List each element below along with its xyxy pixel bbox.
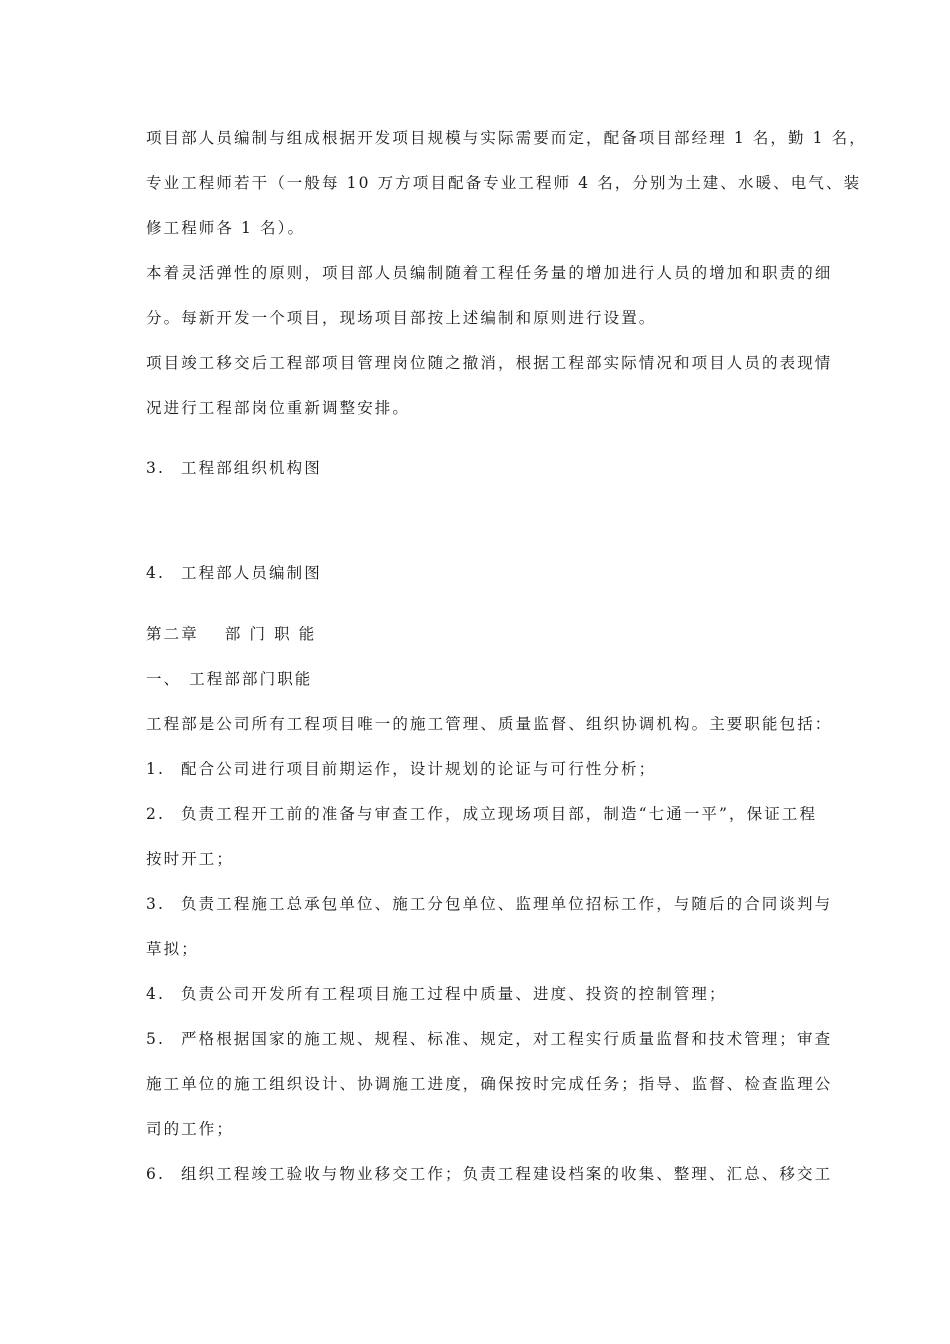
duty-number: 1. (146, 760, 165, 778)
duty-number: 3. (146, 895, 165, 913)
duty-text: 严格根据国家的施工规、规程、标准、规定，对工程实行质量监督和技术管理；审查 (181, 1030, 833, 1048)
duty-item-5-continuation-1: 施工单位的施工组织设计、协调施工进度，确保按时完成任务；指导、监督、检查监理公 (146, 1075, 833, 1093)
duty-item-5-continuation-2: 司的工作； (146, 1120, 235, 1138)
duty-item-2-continuation: 按时开工； (146, 850, 235, 868)
chapter-heading (146, 624, 316, 644)
paragraph-staffing-line-3: 修工程师各 1 名）。 (146, 219, 306, 237)
duty-text: 负责工程施工总承包单位、施工分包单位、监理单位招标工作，与随后的合同谈判与 (181, 895, 833, 913)
paragraph-staffing-line-2: 专业工程师若干（一般每 10 万方项目配备专业工程师 4 名，分别为土建、水暖、电气、装 (146, 174, 862, 192)
paragraph-flexibility-line-1: 本着灵活弹性的原则，项目部人员编制随着工程任务量的增加进行人员的增加和职责的细 (146, 264, 833, 282)
heading-staffing-chart (146, 563, 322, 583)
duty-item-5 (146, 1029, 832, 1049)
heading-org-chart (146, 458, 322, 478)
duty-item-2 (146, 804, 817, 824)
heading-org-chart-number: 3. (146, 459, 165, 477)
duty-number: 4. (146, 985, 165, 1003)
paragraph-completion-line-2: 况进行工程部岗位重新调整安排。 (146, 399, 411, 417)
duty-item-6 (146, 1164, 832, 1184)
chapter-title: 部 门 职 能 (224, 625, 317, 643)
duty-item-3 (146, 894, 832, 914)
duty-number: 6. (146, 1165, 165, 1183)
chapter-number: 第二章 (146, 625, 199, 643)
section-title: 工程部部门职能 (189, 670, 313, 688)
paragraph-completion-line-1: 项目竣工移交后工程部项目管理岗位随之撤消，根据工程部实际情况和项目人员的表现情 (146, 354, 833, 372)
duty-item-3-continuation: 草拟； (146, 940, 199, 958)
heading-staffing-chart-text: 工程部人员编制图 (181, 564, 322, 582)
duty-text: 组织工程竣工验收与物业移交工作；负责工程建设档案的收集、整理、汇总、移交工 (181, 1165, 833, 1183)
duty-number: 2. (146, 805, 165, 823)
heading-staffing-chart-number: 4. (146, 564, 165, 582)
duty-text: 负责公司开发所有工程项目施工过程中质量、进度、投资的控制管理； (181, 985, 727, 1003)
duty-item-1 (146, 759, 656, 779)
duties-intro: 工程部是公司所有工程项目唯一的施工管理、质量监督、组织协调机构。主要职能包括： (146, 715, 833, 733)
paragraph-staffing-line-1: 项目部人员编制与组成根据开发项目规模与实际需要而定，配备项目部经理 1 名，勤 1 名， (146, 129, 867, 147)
section-number: 一、 (146, 670, 182, 688)
paragraph-flexibility-line-2: 分。每新开发一个项目，现场项目部按上述编制和原则进行设置。 (146, 309, 657, 327)
duty-number: 5. (146, 1030, 165, 1048)
duty-text: 负责工程开工前的准备与审查工作，成立现场项目部，制造“七通一平”，保证工程 (181, 805, 818, 823)
duty-text: 配合公司进行项目前期运作，设计规划的论证与可行性分析； (181, 760, 657, 778)
section-heading (146, 669, 312, 689)
duty-item-4 (146, 984, 727, 1004)
heading-org-chart-text: 工程部组织机构图 (181, 459, 322, 477)
